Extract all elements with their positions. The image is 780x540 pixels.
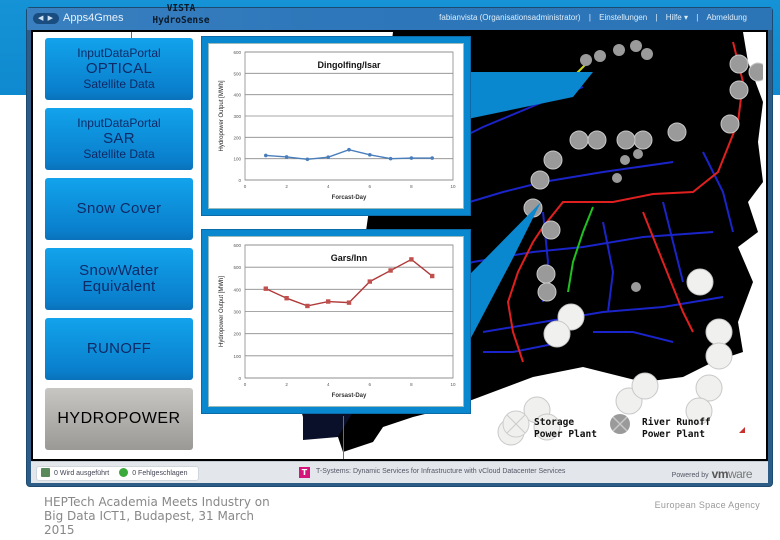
svg-text:600: 600	[233, 243, 241, 248]
app-window	[27, 3, 772, 486]
user-menu: fabianvista (Organisationsadministrator) | Einstellungen | Hilfe ▾ | Abmeldung	[439, 13, 747, 22]
tasks-icon	[41, 468, 50, 477]
svg-text:8: 8	[410, 382, 413, 387]
svg-text:300: 300	[233, 309, 241, 315]
chart-dingolfing	[209, 44, 465, 210]
svg-text:0: 0	[238, 178, 241, 183]
svg-text:500: 500	[233, 265, 241, 271]
svg-text:100: 100	[233, 156, 241, 162]
runoff-button[interactable]: RUNOFF	[45, 318, 193, 380]
check-icon	[119, 468, 128, 477]
svg-text:Forsast-Day: Forsast-Day	[331, 393, 367, 399]
storage-plant-icon	[502, 410, 530, 438]
provider-text: T-Systems: Dynamic Services for Infrastructure with vCloud Datacenter Services	[316, 468, 566, 475]
settings-link[interactable]: Einstellungen	[599, 13, 648, 22]
svg-text:Hydropower Output [MWh]: Hydropower Output [MWh]	[219, 275, 225, 348]
svg-text:4: 4	[326, 184, 330, 189]
help-menu[interactable]: Hilfe ▾	[665, 13, 688, 22]
svg-text:10: 10	[450, 382, 456, 387]
svg-text:Hydropower Output [MWh]: Hydropower Output [MWh]	[219, 80, 225, 152]
svg-text:0: 0	[243, 382, 247, 387]
svg-text:200: 200	[233, 135, 241, 141]
page-title: VISTA HydroSense	[152, 3, 210, 26]
status-bar	[31, 461, 768, 483]
legend-runoff: River Runoff Power Plant	[642, 417, 711, 440]
svg-text:Dingolfing/Isar: Dingolfing/Isar	[317, 60, 381, 70]
svg-text:Gars/Inn: Gars/Inn	[330, 253, 368, 263]
svg-text:8: 8	[410, 184, 413, 189]
chart-gars	[209, 237, 465, 408]
logout-link[interactable]: Abmeldung	[706, 13, 747, 22]
content-area	[31, 30, 768, 461]
snow-cover-button[interactable]: Snow Cover	[45, 178, 193, 240]
svg-text:2: 2	[285, 382, 288, 387]
svg-text:300: 300	[233, 114, 241, 119]
svg-text:100: 100	[233, 353, 241, 359]
svg-text:10: 10	[450, 184, 456, 189]
sar-data-button[interactable]: InputDataPortal SAR Satellite Data	[45, 108, 193, 170]
svg-text:500: 500	[233, 71, 241, 77]
divider-line	[343, 416, 344, 459]
chart-panel-dingolfing	[201, 36, 471, 216]
svg-text:6: 6	[368, 382, 372, 387]
title-bar	[27, 3, 772, 30]
app-name[interactable]: Apps4Gmes	[63, 12, 124, 24]
divider-line	[131, 32, 132, 38]
svg-text:400: 400	[233, 287, 241, 293]
hydropower-button[interactable]: HYDROPOWER	[45, 388, 193, 450]
svg-text:Forcast-Day: Forcast-Day	[331, 195, 367, 201]
vmware-logo: vmware	[711, 467, 752, 481]
svg-text:400: 400	[233, 92, 241, 98]
chart-panel-gars	[201, 229, 471, 414]
svg-text:0: 0	[238, 376, 241, 381]
task-status[interactable]: 0 Wird ausgeführt 0 Fehlgeschlagen	[36, 466, 199, 481]
svg-text:4: 4	[326, 382, 330, 387]
svg-text:600: 600	[233, 50, 241, 55]
back-forward-icon[interactable]: ◀ ▶	[33, 13, 59, 24]
snow-water-equivalent-button[interactable]: SnowWater Equivalent	[45, 248, 193, 310]
organization-caption: European Space Agency	[654, 500, 760, 510]
svg-text:200: 200	[233, 331, 241, 337]
event-caption: HEPTech Academia Meets Industry on Big Data ICT1, Budapest, 31 March 2015	[44, 495, 270, 537]
optical-data-button[interactable]: InputDataPortal OPTICAL Satellite Data	[45, 38, 193, 100]
t-systems-logo-icon: T	[299, 467, 310, 478]
svg-text:6: 6	[368, 184, 372, 189]
svg-text:2: 2	[285, 184, 288, 189]
svg-text:0: 0	[243, 184, 247, 189]
powered-by: Powered by vmware	[671, 467, 752, 481]
user-name-link[interactable]: fabianvista (Organisationsadministrator)	[439, 13, 581, 22]
legend-storage: Storage Power Plant	[534, 417, 597, 440]
runoff-plant-icon	[609, 413, 631, 435]
resize-handle-icon[interactable]	[739, 427, 745, 433]
